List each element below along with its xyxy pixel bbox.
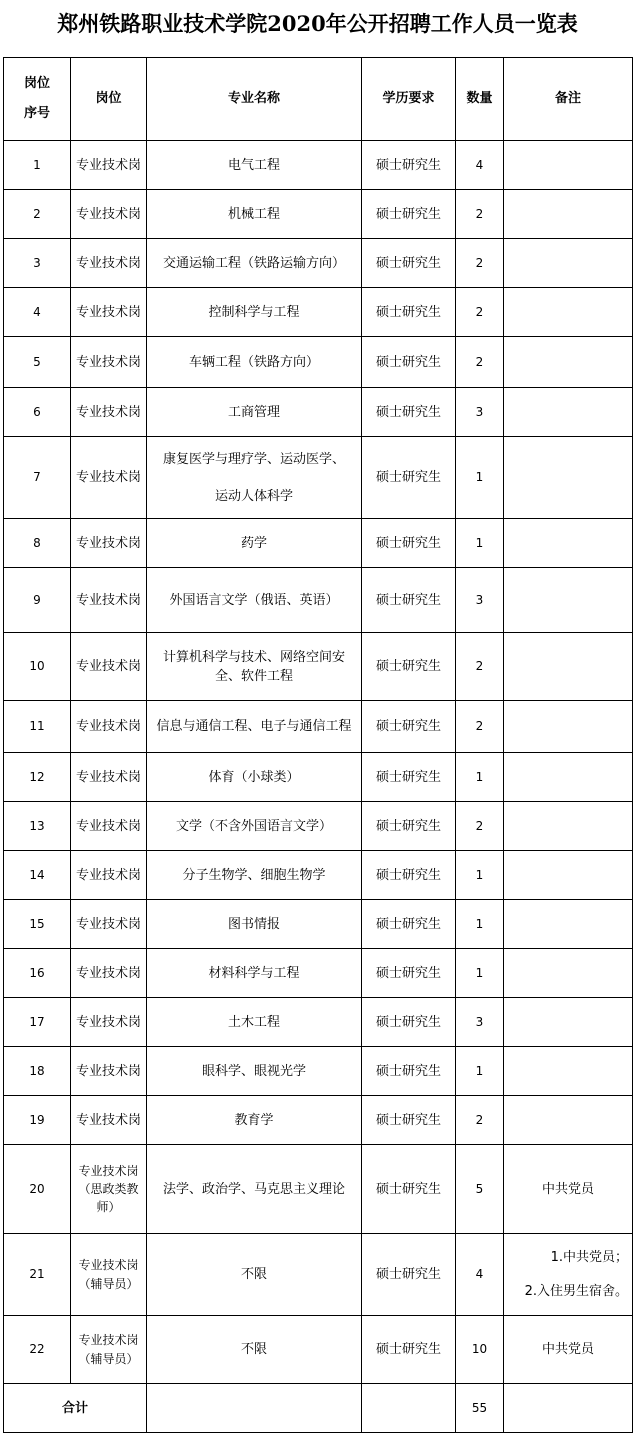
cell-post: 专业技术岗 <box>71 633 147 701</box>
cell-edu: 硕士研究生 <box>362 998 456 1047</box>
cell-major: 机械工程 <box>147 190 362 239</box>
cell-note <box>504 288 633 337</box>
cell-seq: 16 <box>4 949 71 998</box>
cell-qty: 5 <box>456 1145 504 1234</box>
cell-post-line: 师） <box>96 1200 121 1214</box>
cell-major <box>147 633 362 701</box>
cell-seq: 15 <box>4 900 71 949</box>
cell-qty: 2 <box>456 1096 504 1145</box>
cell-edu: 硕士研究生 <box>362 633 456 701</box>
cell-edu: 硕士研究生 <box>362 1145 456 1234</box>
table-row <box>4 1145 633 1234</box>
cell-post-line: 专业技术岗 <box>78 1332 139 1347</box>
cell-qty: 1 <box>456 1047 504 1096</box>
header-row <box>4 58 633 141</box>
cell-note <box>504 998 633 1047</box>
table-row <box>4 437 633 519</box>
recruitment-table <box>3 57 633 1433</box>
cell-seq: 9 <box>4 568 71 633</box>
cell-note <box>504 239 633 288</box>
cell-qty: 2 <box>456 701 504 753</box>
cell-seq: 1 <box>4 141 71 190</box>
cell-seq: 18 <box>4 1047 71 1096</box>
cell-post: 专业技术岗 <box>71 568 147 633</box>
cell-post: 专业技术岗 <box>71 437 147 519</box>
cell-post: 专业技术岗 <box>71 519 147 568</box>
cell-major <box>147 437 362 519</box>
cell-note <box>504 802 633 851</box>
cell-qty: 2 <box>456 802 504 851</box>
cell-edu: 硕士研究生 <box>362 190 456 239</box>
cell-note <box>504 851 633 900</box>
table-row <box>4 141 633 190</box>
cell-edu: 硕士研究生 <box>362 802 456 851</box>
cell-major: 土木工程 <box>147 998 362 1047</box>
table-row <box>4 1234 633 1316</box>
cell-major: 不限 <box>147 1234 362 1316</box>
cell-post: 专业技术岗 <box>71 753 147 802</box>
cell-seq: 10 <box>4 633 71 701</box>
table-row <box>4 900 633 949</box>
cell-seq: 8 <box>4 519 71 568</box>
cell-post: 专业技术岗 <box>71 802 147 851</box>
cell-qty: 2 <box>456 239 504 288</box>
cell-post: 专业技术岗 <box>71 288 147 337</box>
table-row <box>4 802 633 851</box>
cell-major: 车辆工程（铁路方向） <box>147 337 362 388</box>
cell-seq: 11 <box>4 701 71 753</box>
cell-edu: 硕士研究生 <box>362 239 456 288</box>
cell-edu: 硕士研究生 <box>362 568 456 633</box>
cell-edu: 硕士研究生 <box>362 437 456 519</box>
cell-edu: 硕士研究生 <box>362 337 456 388</box>
cell-post: 专业技术岗 <box>71 998 147 1047</box>
cell-qty: 3 <box>456 568 504 633</box>
cell-major: 工商管理 <box>147 388 362 437</box>
cell-seq: 12 <box>4 753 71 802</box>
total-row <box>4 1384 633 1433</box>
table-row <box>4 753 633 802</box>
cell-qty: 2 <box>456 288 504 337</box>
cell-note <box>504 519 633 568</box>
cell-major: 文学（不含外国语言文学） <box>147 802 362 851</box>
cell-note <box>504 701 633 753</box>
cell-post: 专业技术岗 <box>71 949 147 998</box>
cell-qty: 3 <box>456 388 504 437</box>
cell-seq: 13 <box>4 802 71 851</box>
cell-post: 专业技术岗 <box>71 1096 147 1145</box>
cell-note <box>504 1047 633 1096</box>
cell-major-line: 计算机科学与技术、网络空间安 <box>162 649 345 665</box>
table-row <box>4 998 633 1047</box>
cell-note <box>504 388 633 437</box>
cell-major: 不限 <box>147 1316 362 1384</box>
cell-post-line: （辅导员） <box>78 1276 139 1291</box>
total-major-empty <box>147 1384 362 1433</box>
table-row <box>4 1316 633 1384</box>
cell-note-line: 2.入住男生宿舍。 <box>524 1283 628 1299</box>
cell-note <box>504 949 633 998</box>
cell-note <box>504 900 633 949</box>
cell-edu: 硕士研究生 <box>362 141 456 190</box>
table-row <box>4 851 633 900</box>
cell-edu: 硕士研究生 <box>362 1316 456 1384</box>
cell-seq: 7 <box>4 437 71 519</box>
table-body <box>4 141 633 1384</box>
header-qty: 数量 <box>456 58 504 141</box>
cell-edu: 硕士研究生 <box>362 388 456 437</box>
cell-edu: 硕士研究生 <box>362 701 456 753</box>
cell-major: 教育学 <box>147 1096 362 1145</box>
table-row <box>4 239 633 288</box>
table-row <box>4 1047 633 1096</box>
cell-note <box>504 1234 633 1316</box>
cell-post: 专业技术岗 <box>71 701 147 753</box>
total-label: 合计 <box>4 1384 147 1433</box>
cell-edu: 硕士研究生 <box>362 851 456 900</box>
cell-major: 控制科学与工程 <box>147 288 362 337</box>
cell-seq: 6 <box>4 388 71 437</box>
table-row <box>4 633 633 701</box>
cell-edu: 硕士研究生 <box>362 519 456 568</box>
cell-seq: 19 <box>4 1096 71 1145</box>
cell-qty: 1 <box>456 949 504 998</box>
cell-edu: 硕士研究生 <box>362 1234 456 1316</box>
cell-post: 专业技术岗 <box>71 190 147 239</box>
cell-note <box>504 753 633 802</box>
header-seq-line2: 序号 <box>23 106 50 121</box>
cell-seq: 2 <box>4 190 71 239</box>
cell-post-line: （辅导员） <box>78 1351 139 1366</box>
cell-note <box>504 1096 633 1145</box>
cell-seq: 17 <box>4 998 71 1047</box>
cell-qty: 3 <box>456 998 504 1047</box>
table-row <box>4 701 633 753</box>
table-row <box>4 1096 633 1145</box>
cell-post <box>71 1234 147 1316</box>
cell-note <box>504 437 633 519</box>
cell-note <box>504 337 633 388</box>
cell-note-line: 1.中共党员； <box>550 1249 628 1265</box>
cell-major: 眼科学、眼视光学 <box>147 1047 362 1096</box>
cell-post: 专业技术岗 <box>71 141 147 190</box>
cell-edu: 硕士研究生 <box>362 1096 456 1145</box>
total-edu-empty <box>362 1384 456 1433</box>
cell-qty: 1 <box>456 519 504 568</box>
cell-qty: 4 <box>456 141 504 190</box>
cell-post-line: 专业技术岗 <box>78 1164 139 1178</box>
cell-edu: 硕士研究生 <box>362 949 456 998</box>
cell-qty: 2 <box>456 190 504 239</box>
cell-seq: 5 <box>4 337 71 388</box>
cell-major-line: 康复医学与理疗学、运动医学、 <box>162 451 345 467</box>
cell-post: 专业技术岗 <box>71 1047 147 1096</box>
cell-qty: 1 <box>456 900 504 949</box>
cell-seq: 22 <box>4 1316 71 1384</box>
header-seq-line1: 岗位 <box>23 76 50 91</box>
cell-qty: 1 <box>456 851 504 900</box>
cell-note <box>504 633 633 701</box>
header-major: 专业名称 <box>147 58 362 141</box>
cell-major: 药学 <box>147 519 362 568</box>
cell-major: 体育（小球类） <box>147 753 362 802</box>
table-row <box>4 388 633 437</box>
cell-edu: 硕士研究生 <box>362 753 456 802</box>
cell-major: 外国语言文学（俄语、英语） <box>147 568 362 633</box>
cell-qty: 1 <box>456 753 504 802</box>
cell-major: 分子生物学、细胞生物学 <box>147 851 362 900</box>
cell-note: 中共党员 <box>504 1145 633 1234</box>
header-post: 岗位 <box>71 58 147 141</box>
cell-major-line: 运动人体科学 <box>214 488 293 504</box>
cell-qty: 2 <box>456 633 504 701</box>
cell-seq: 20 <box>4 1145 71 1234</box>
table-row <box>4 190 633 239</box>
cell-post: 专业技术岗 <box>71 851 147 900</box>
table-row <box>4 949 633 998</box>
cell-major: 交通运输工程（铁路运输方向） <box>147 239 362 288</box>
cell-seq: 14 <box>4 851 71 900</box>
cell-post <box>71 1316 147 1384</box>
cell-seq: 21 <box>4 1234 71 1316</box>
header-seq <box>4 58 71 141</box>
header-edu: 学历要求 <box>362 58 456 141</box>
cell-qty: 1 <box>456 437 504 519</box>
cell-major: 法学、政治学、马克思主义理论 <box>147 1145 362 1234</box>
cell-note: 中共党员 <box>504 1316 633 1384</box>
cell-major: 材料科学与工程 <box>147 949 362 998</box>
cell-seq: 4 <box>4 288 71 337</box>
cell-major: 图书情报 <box>147 900 362 949</box>
table-row <box>4 568 633 633</box>
cell-edu: 硕士研究生 <box>362 900 456 949</box>
cell-post: 专业技术岗 <box>71 388 147 437</box>
cell-qty: 10 <box>456 1316 504 1384</box>
cell-post-line: （思政类教 <box>78 1182 139 1196</box>
total-qty: 55 <box>456 1384 504 1433</box>
cell-note <box>504 190 633 239</box>
cell-post: 专业技术岗 <box>71 239 147 288</box>
cell-qty: 2 <box>456 337 504 388</box>
table-row <box>4 337 633 388</box>
cell-major: 电气工程 <box>147 141 362 190</box>
cell-note <box>504 141 633 190</box>
cell-post <box>71 1145 147 1234</box>
cell-post: 专业技术岗 <box>71 337 147 388</box>
cell-seq: 3 <box>4 239 71 288</box>
table-row <box>4 519 633 568</box>
cell-major-line: 全、软件工程 <box>214 668 293 684</box>
table-row <box>4 288 633 337</box>
header-note: 备注 <box>504 58 633 141</box>
cell-post: 专业技术岗 <box>71 900 147 949</box>
cell-post-line: 专业技术岗 <box>78 1257 139 1272</box>
cell-edu: 硕士研究生 <box>362 288 456 337</box>
cell-edu: 硕士研究生 <box>362 1047 456 1096</box>
cell-qty: 4 <box>456 1234 504 1316</box>
total-note-empty <box>504 1384 633 1433</box>
cell-major: 信息与通信工程、电子与通信工程 <box>147 701 362 753</box>
page-title: 郑州铁路职业技术学院2020年公开招聘工作人员一览表 <box>57 11 578 36</box>
cell-note <box>504 568 633 633</box>
